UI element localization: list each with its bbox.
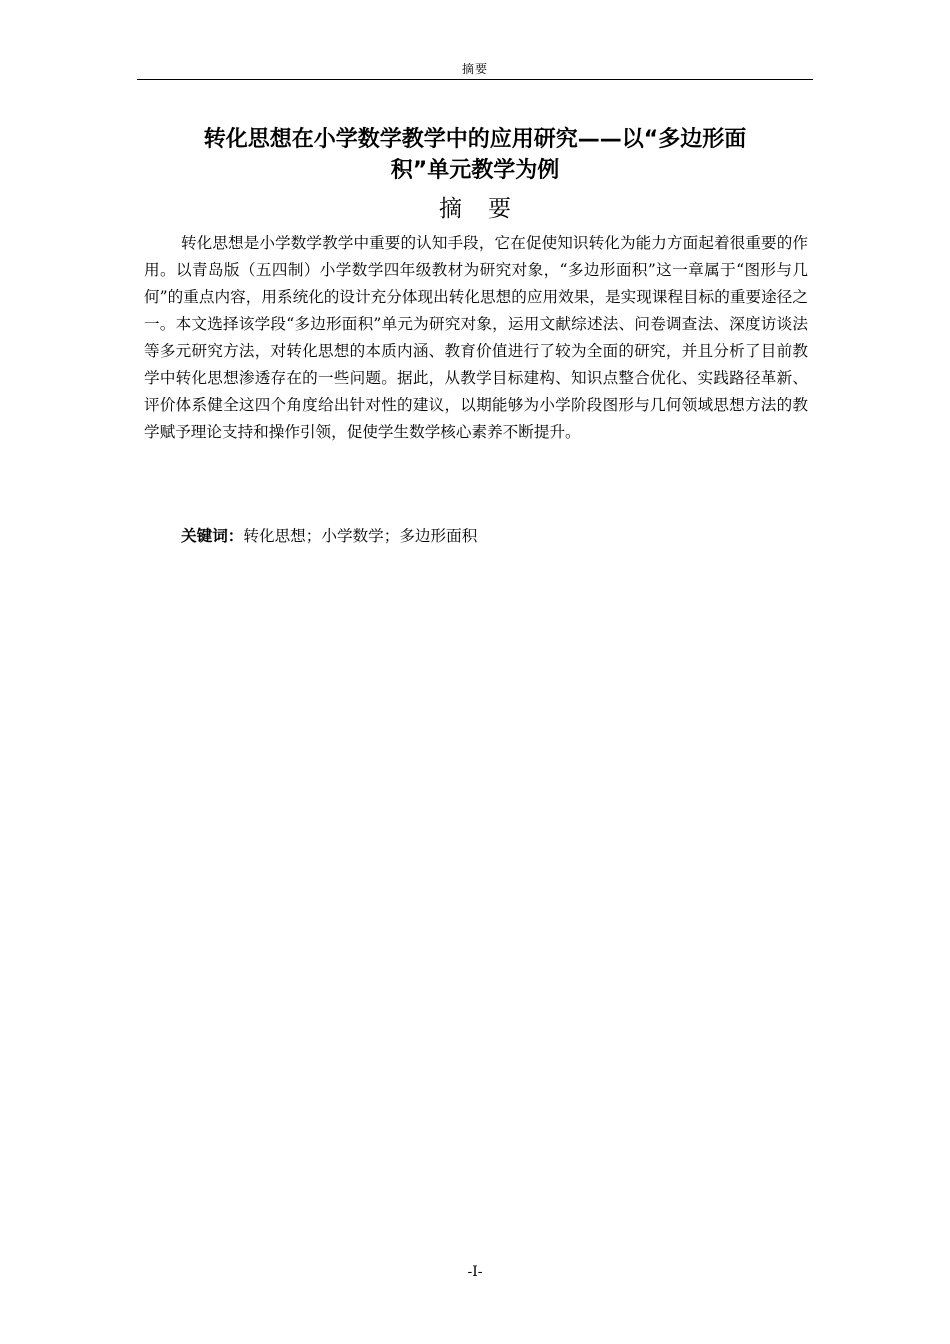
paper-title [140,124,810,186]
page-number: -I- [467,1264,483,1280]
keywords-label: 关键词： [181,527,244,545]
keywords-text: 转化思想；小学数学；多边形面积 [243,527,478,545]
abstract-body: 转化思想是小学数学教学中重要的认知手段，它在促使知识转化为能力方面起着很重要的作用。以青岛版（五四制）小学数学四年级教材为研究对象，“多边形面积”这一章属于“图形与几何”的重点内容，用系统化的设计充分体现出转化思想的应用效果，是实现课程目标的重要途径之一。本文选择该学段“多边形面积”单元为研究对象，运用文献综述法、问卷调查法、深度访谈法等多元研究方法，对转化思想的本质内涵、教育价值进行了较为全面的研究，并且分析了目前教学中转化思想渗透存在的一些问题。据此，从教学目标建构、知识点整合优化、实践路径革新、评价体系健全这四个角度给出针对性的建议，以期能够为小学阶段图形与几何领域思想方法的教学赋予理论支持和操作引领，促使学生数学核心素养不断提升。 [144,234,808,441]
abstract-heading: 摘要 [439,196,537,222]
running-header: 摘要 [461,62,488,76]
paper-title-line-1: 转化思想在小学数学教学中的应用研究——以“多边形面 [203,127,747,152]
header-rule [137,79,813,80]
keywords [181,523,808,550]
paper-title-line-2: 积”单元教学为例 [390,158,560,183]
